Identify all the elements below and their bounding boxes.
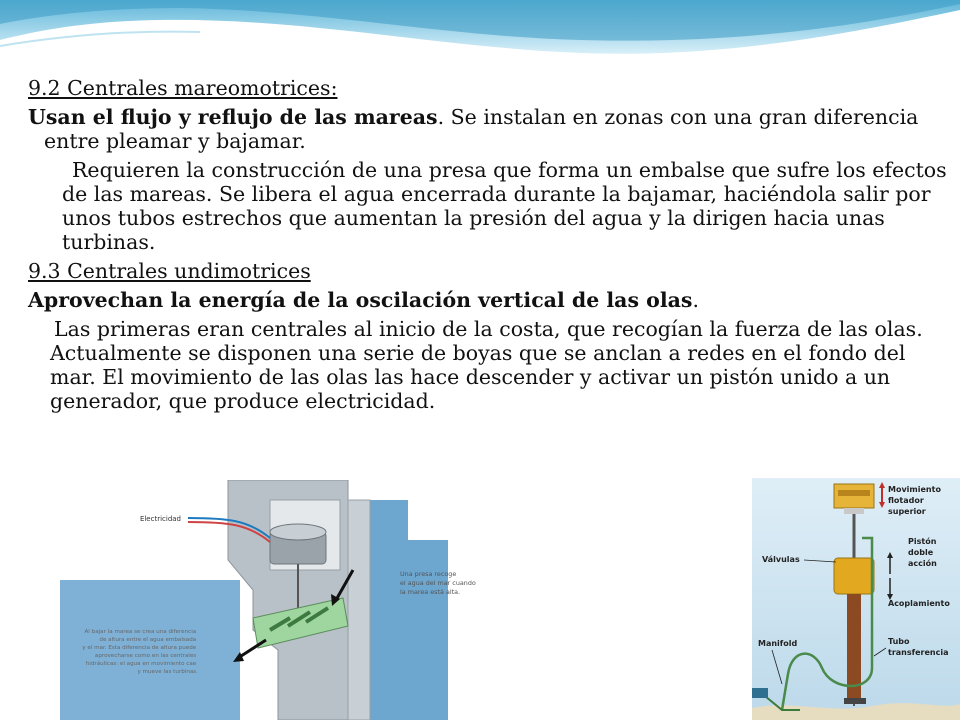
piston-body bbox=[834, 558, 874, 594]
label-manifold: Manifold bbox=[758, 639, 798, 648]
paragraph-undimotrices-intro bbox=[28, 288, 948, 312]
label-electricidad: Electricidad bbox=[139, 515, 181, 523]
label-acoplamiento: Acoplamiento bbox=[888, 599, 950, 608]
bold-phrase: Usan el flujo y reflujo de las mareas bbox=[28, 105, 438, 129]
caption-right: Una presa recoge el agua del mar cuando la marea está alta. bbox=[400, 570, 476, 596]
label-movimiento: Movimiento flotador superior bbox=[888, 485, 941, 516]
paragraph-mareomotrices-detail: Requieren la construcción de una presa que forma un embalse que sufre los efectos de las mareas. Se libera el agua encerrada durante la bajamar, haciéndola salir por unos tubos estrechos que aumentan la presión del agua y la dirigen hacia unas turbinas. bbox=[62, 158, 947, 254]
heading-undimotrices: 9.3 Centrales undimotrices bbox=[28, 259, 311, 283]
paragraph-rest: . bbox=[692, 288, 699, 312]
paragraph-mareomotrices-intro bbox=[28, 105, 948, 153]
header-wave-decoration bbox=[0, 0, 960, 80]
paragraph-undimotrices-detail: Las primeras eran centrales al inicio de la costa, que recogían la fuerza de las olas. Actualmente se disponen una serie de boyas que se anclan a redes en el fondo del mar. El movimiento de las olas las hace descender y activar un pistón unido a un generador, que produce electricidad. bbox=[50, 317, 923, 413]
caption-left: Al bajar la marea se crea una diferencia de altura entre el agua embalsada y el mar. Esta diferencia de altura puede aprovecharse como en las centrales hidráulicas: el agua en movimiento cae y mueve las turbinas. bbox=[82, 629, 198, 675]
bold-phrase: Aprovechan la energía de la oscilación vertical de las olas bbox=[28, 288, 693, 312]
slide-text bbox=[28, 76, 948, 418]
heading-mareomotrices: 9.2 Centrales mareomotrices: bbox=[28, 76, 338, 100]
label-piston: Pistón doble acción bbox=[908, 537, 937, 568]
wave-buoy-diagram bbox=[752, 478, 960, 720]
paragraph-rest: . Se instalan en zonas con una gran diferencia entre pleamar y bajamar. bbox=[44, 105, 919, 153]
label-valvulas: Válvulas bbox=[762, 555, 800, 564]
tidal-plant-diagram bbox=[48, 480, 480, 720]
label-tubo: Tubo transferencia bbox=[888, 637, 949, 657]
